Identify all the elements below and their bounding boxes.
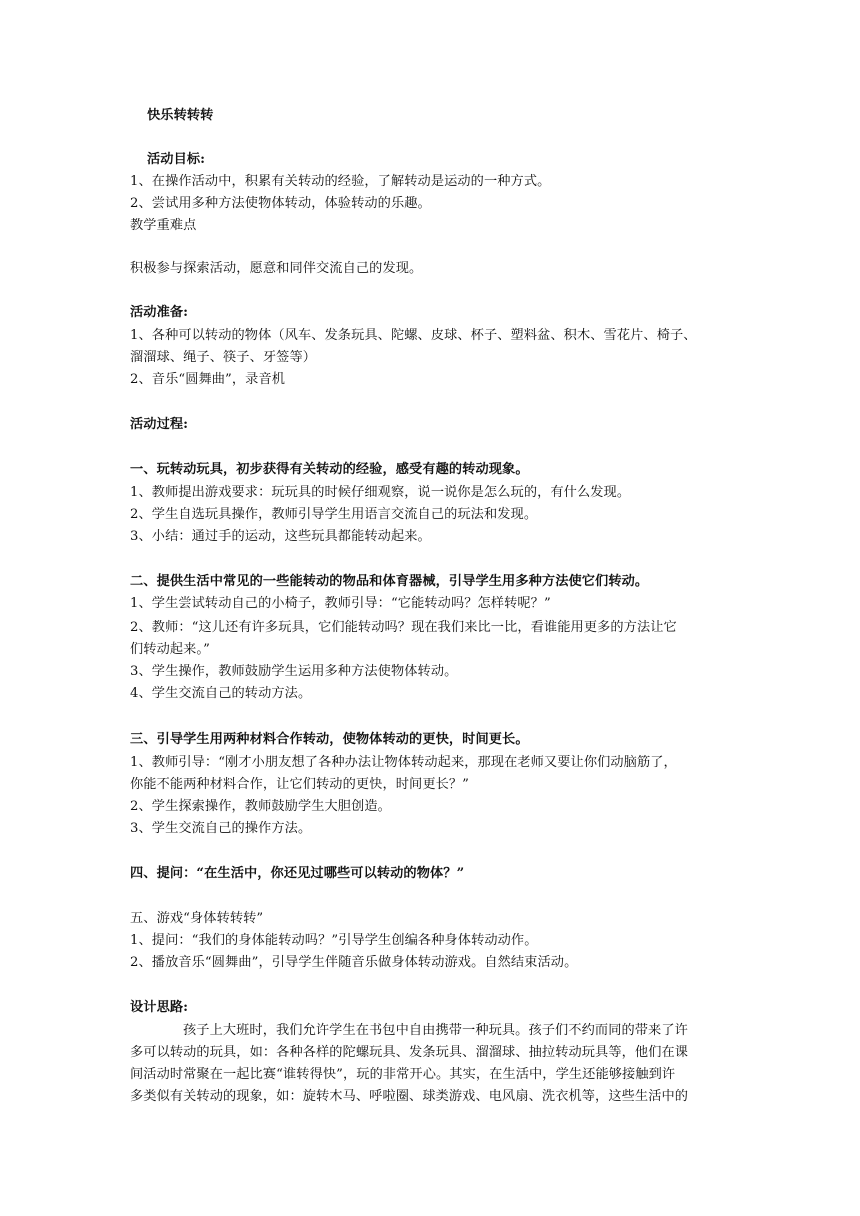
section-2-item-4: 4、学生交流自己的转动方法。: [130, 686, 312, 701]
preparation-item-1-line-2: 溜溜球、绳子、筷子、牙签等）: [130, 350, 317, 365]
goals-item-2: 2、尝试用多种方法使物体转动，体验转动的乐趣。: [130, 196, 431, 211]
section-2-item-3: 3、学生操作，教师鼓励学生运用多种方法使物体转动。: [130, 664, 458, 679]
design-line-4: 多类似有关转动的现象，如：旋转木马、呼啦圈、球类游戏、电风扇、洗衣机等，这些生活中的: [130, 1089, 689, 1104]
section-5-item-2: 2、播放音乐“圆舞曲”，引导学生伴随音乐做身体转动游戏。自然结束活动。: [130, 955, 578, 970]
section-5-item-1: 1、提问：“我们的身体能转动吗？”引导学生创编各种身体转动动作。: [130, 933, 538, 948]
preparation-heading: 活动准备:: [130, 305, 189, 320]
design-line-1: 孩子上大班时，我们允许学生在书包中自由携带一种玩具。孩子们不约而同的带来了许: [183, 1023, 688, 1038]
preparation-item-1-line-1: 1、各种可以转动的物体（风车、发条玩具、陀螺、皮球、杯子、塑料盆、积木、雪花片、椅子、: [130, 328, 697, 343]
section-2-item-2-line-2: 们转动起来。”: [130, 642, 210, 657]
process-heading: 活动过程:: [130, 417, 189, 432]
section-1-item-1: 1、教师提出游戏要求：玩玩具的时候仔细观察，说一说你是怎么玩的，有什么发现。: [130, 485, 631, 500]
section-2-item-1: 1、学生尝试转动自己的小椅子，教师引导：“它能转动吗？怎样转呢？”: [130, 596, 551, 611]
section-3-title: 三、引导学生用两种材料合作转动，使物体转动的更快，时间更长。: [130, 732, 529, 747]
design-line-3: 间活动时常聚在一起比赛“谁转得快”，玩的非常开心。其实，在生活中，学生还能够接触到许: [130, 1067, 676, 1082]
section-3-item-3: 3、学生交流自己的操作方法。: [130, 821, 312, 836]
section-5-title: 五、游戏“身体转转转”: [130, 911, 264, 926]
design-line-2: 多可以转动的玩具，如：各种各样的陀螺玩具、发条玩具、溜溜球、抽拉转动玩具等，他们在课: [130, 1045, 689, 1060]
document-title: 快乐转转转: [147, 108, 214, 123]
design-heading: 设计思路:: [130, 1000, 189, 1015]
section-2-item-2-line-1: 2、教师：“这儿还有许多玩具，它们能转动吗？现在我们来比一比，看谁能用更多的方法让它: [130, 620, 677, 635]
section-1-item-2: 2、学生自选玩具操作，教师引导学生用语言交流自己的玩法和发现。: [130, 507, 538, 522]
goals-heading: 活动目标:: [147, 152, 206, 167]
section-2-title: 二、提供生活中常见的一些能转动的物品和体育器械，引导学生用多种方法使它们转动。: [130, 574, 649, 589]
key-points-heading: 教学重难点: [130, 218, 197, 233]
goals-item-1: 1、在操作活动中，积累有关转动的经验，了解转动是运动的一种方式。: [130, 174, 551, 189]
section-1-item-3: 3、小结：通过手的运动，这些玩具都能转动起来。: [130, 529, 431, 544]
preparation-item-2: 2、音乐“圆舞曲”，录音机: [130, 372, 286, 387]
key-points-text: 积极参与探索活动，愿意和同伴交流自己的发现。: [130, 261, 423, 276]
section-3-item-1-line-2: 你能不能两种材料合作，让它们转动的更快，时间更长？”: [130, 777, 470, 792]
section-3-item-1-line-1: 1、教师引导：“刚才小朋友想了各种办法让物体转动起来，那现在老师又要让你们动脑筋了，: [130, 755, 677, 770]
section-1-title: 一、玩转动玩具，初步获得有关转动的经验，感受有趣的转动现象。: [130, 462, 529, 477]
section-4-title: 四、提问：“在生活中，你还见过哪些可以转动的物体？”: [130, 866, 465, 881]
section-3-item-2: 2、学生探索操作，教师鼓励学生大胆创造。: [130, 799, 391, 814]
